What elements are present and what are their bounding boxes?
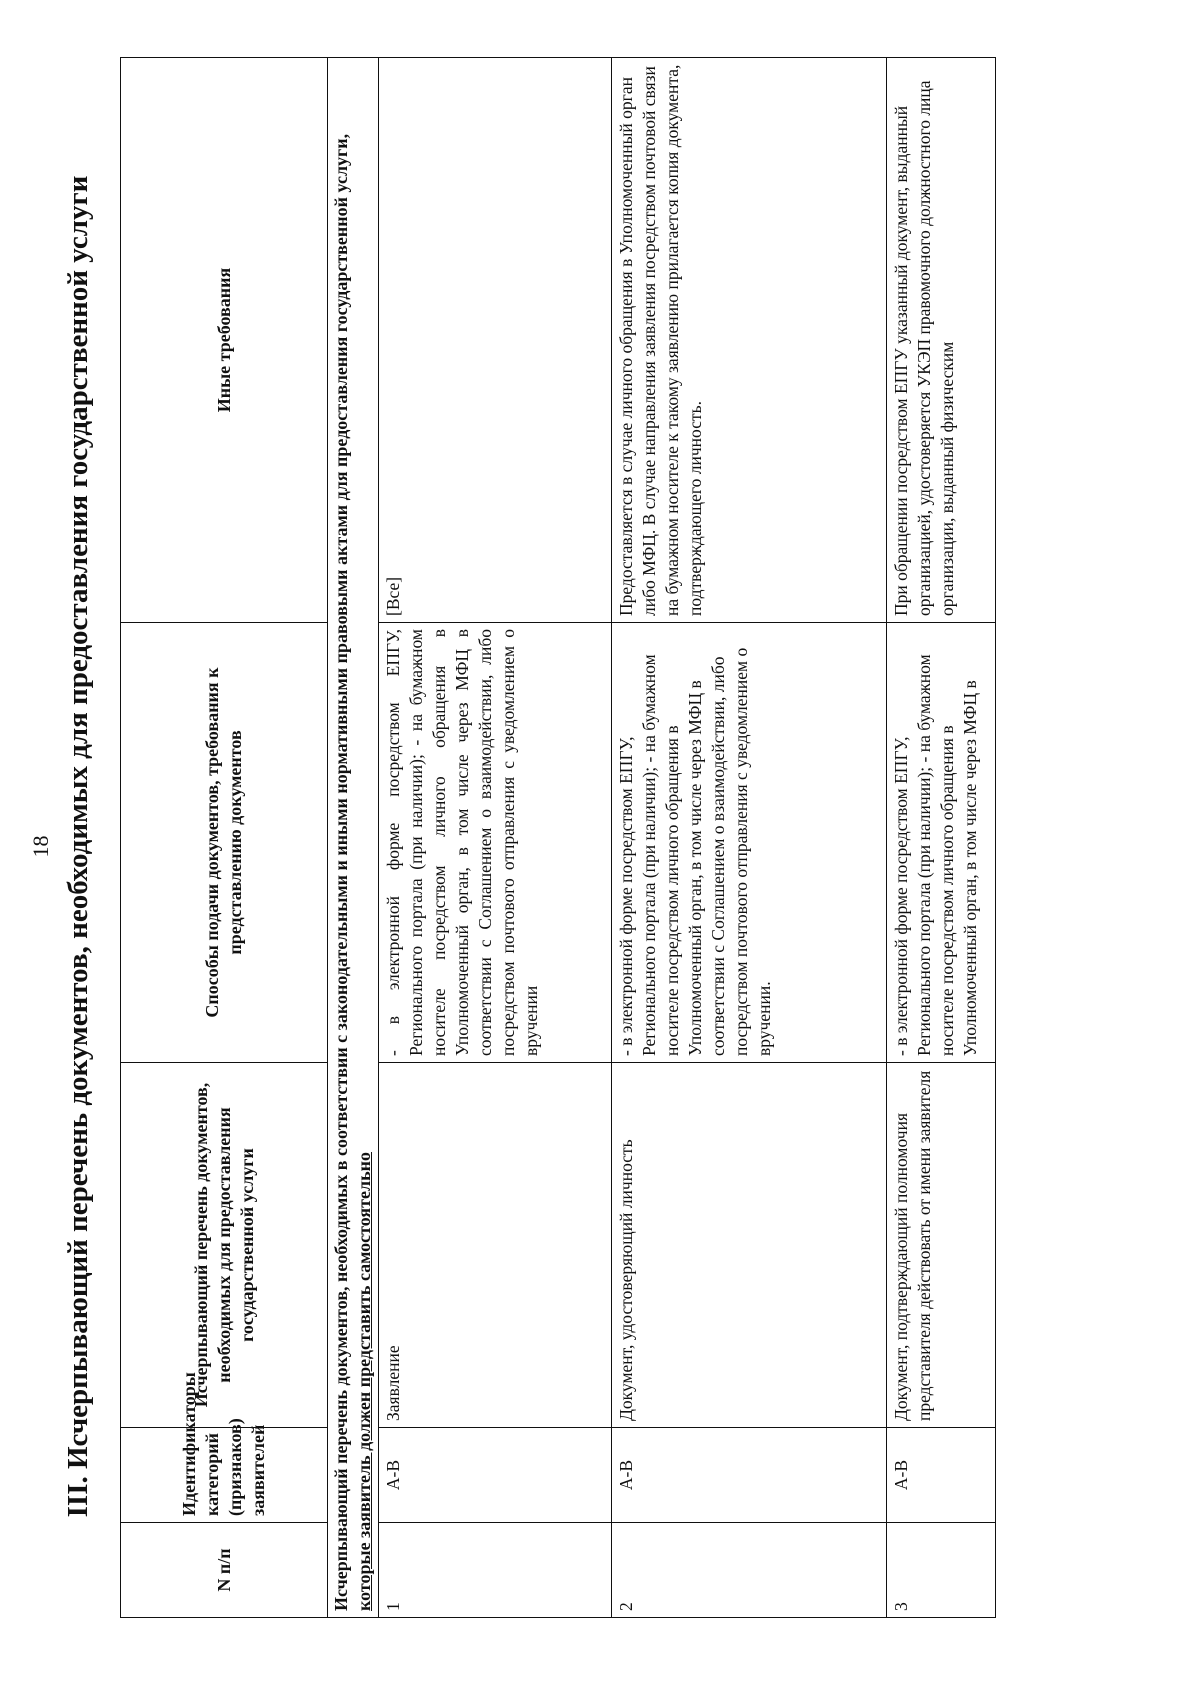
- row-category: А-В: [379, 1428, 612, 1523]
- row-number: 3: [887, 1523, 996, 1618]
- row-document: Документ, удостоверяющий личность: [612, 1063, 887, 1428]
- row-document: Заявление: [379, 1063, 612, 1428]
- row-document: Документ, подтверждающий полномочия представителя действовать от имени заявителя: [887, 1063, 996, 1428]
- table-row: [612, 58, 887, 1618]
- section-heading-part2: которые заявитель должен представить самостоятельно: [354, 1152, 374, 1611]
- row-category: А-В: [612, 1428, 887, 1523]
- header-num: N п/п: [121, 1523, 328, 1618]
- row-other: [Все]: [379, 58, 612, 623]
- header-other: Иные требования: [121, 58, 328, 623]
- row-methods: - в электронной форме посредством ЕПГУ, Регионального портала (при наличии); - на бумажном носителе посредством личного обращения в Уполномоченный орган, в том числе через МФЦ в: [887, 623, 996, 1063]
- table-row: [887, 58, 996, 1618]
- table-row: [379, 58, 612, 1618]
- row-category: А-В: [887, 1428, 996, 1523]
- section-heading-part1: Исчерпывающий перечень документов, необходимых в соответствии с законодательными и иными нормативными правовыми актами для предоставления государственной услуги,: [331, 133, 351, 1611]
- documents-table: [120, 57, 996, 1618]
- row-other: При обращении посредством ЕПГУ указанный документ, выданный организацией, удостоверяется УКЭП правомочного должностного лица организации, выданный физическим: [887, 58, 996, 623]
- row-methods: - в электронной форме посредством ЕПГУ, Регионального портала (при наличии); - на бумажном носителе посредством личного обращения в Уполномоченный орган, в том числе через МФЦ в соответствии с Соглашением о взаимодействии, либо посредством почтового отправления с уведомлением о вручении.: [612, 623, 887, 1063]
- row-number: 2: [612, 1523, 887, 1618]
- row-methods: - в электронной форме посредством ЕПГУ, Регионального портала (при наличии); - на бумажном носителе посредством личного обращения в Уполномоченный орган, в том числе через МФЦ в соответствии с Соглашением о взаимодействии, либо посредством почтового отправления с уведомлением о вручении: [379, 623, 612, 1063]
- header-documents: Исчерпывающий перечень документов, необходимых для предоставления государственной услуги: [121, 1063, 328, 1428]
- header-category: Идентификаторы категорий (признаков) заявителей: [121, 1428, 328, 1523]
- section-heading: [328, 58, 379, 1618]
- table-header-row: [121, 58, 328, 1618]
- row-number: 1: [379, 1523, 612, 1618]
- header-methods: Способы подачи документов, требования к представлению документов: [121, 623, 328, 1063]
- row-other: Предоставляется в случае личного обращения в Уполномоченный орган либо МФЦ. В случае направления заявления посредством почтовой связи на бумажном носителе к такому заявлению прилагается копия документа, подтверждающего личность.: [612, 58, 887, 623]
- section-row: [328, 58, 379, 1618]
- page-number: 18: [28, 835, 53, 858]
- page-title: III. Исчерпывающий перечень документов, необходимых для предоставления государственной услуги: [62, 175, 94, 1518]
